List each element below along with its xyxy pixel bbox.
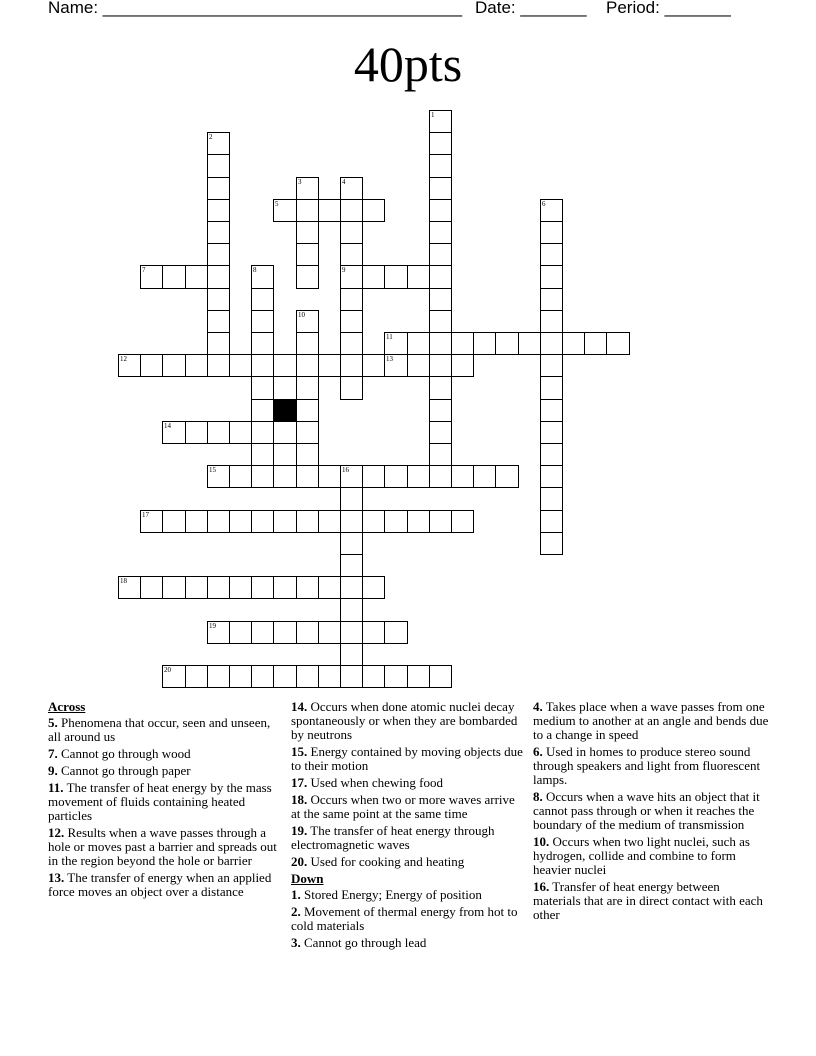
crossword-cell[interactable] [273, 354, 297, 377]
crossword-cell[interactable] [296, 199, 319, 222]
crossword-cell[interactable] [162, 576, 186, 599]
crossword-cell[interactable] [251, 421, 274, 444]
crossword-cell[interactable] [340, 310, 363, 333]
clue-across-11: 11. The transfer of heat energy by the mass movement of fluids containing heated particles [48, 780, 272, 823]
clue-column-1 [48, 700, 284, 902]
clue-number-17: 17 [142, 511, 149, 519]
crossword-cell[interactable] [429, 310, 452, 333]
crossword-cell[interactable] [207, 243, 230, 266]
crossword-cell[interactable] [318, 665, 341, 688]
crossword-cell[interactable] [296, 243, 319, 266]
clue-across-12: 12. Results when a wave passes through a hole or moves past a barrier and spreads out in the region beyond the hole or barrier [48, 825, 277, 868]
clue-number-19: 19 [209, 622, 216, 630]
crossword-cell[interactable] [251, 665, 274, 688]
clue-column-2 [291, 700, 527, 953]
crossword-cell[interactable] [251, 288, 274, 311]
crossword-cell[interactable] [185, 510, 208, 533]
crossword-cell[interactable] [429, 399, 452, 422]
crossword-cell[interactable] [540, 532, 563, 555]
crossword-cell[interactable] [296, 221, 319, 244]
crossword-cell[interactable] [340, 576, 363, 599]
crossword-cell[interactable] [296, 510, 319, 533]
crossword-cell[interactable] [118, 354, 141, 377]
clue-across-7: 7. Cannot go through wood [48, 746, 191, 761]
crossword-cell[interactable] [229, 465, 252, 488]
crossword-cell[interactable] [251, 465, 274, 488]
page-title: 40pts [353, 36, 463, 92]
crossword-cell[interactable] [340, 643, 363, 666]
crossword-cell[interactable] [207, 221, 230, 244]
crossword-cell[interactable] [140, 265, 163, 289]
crossword-cell[interactable] [384, 265, 408, 289]
crossword-cell[interactable] [407, 665, 430, 688]
crossword-cell[interactable] [296, 177, 319, 200]
crossword-cell[interactable] [540, 310, 563, 333]
clue-down-8: 8. Occurs when a wave hits an object that it cannot pass through or when it reaches the boundary of the medium of transmission [533, 789, 760, 832]
crossword-cell[interactable] [296, 621, 319, 644]
crossword-cell[interactable] [540, 510, 563, 533]
crossword-cell[interactable] [429, 265, 452, 289]
crossword-cell[interactable] [340, 554, 363, 577]
crossword-cell[interactable] [340, 598, 363, 622]
crossword-cell[interactable] [340, 265, 363, 289]
crossword-cell[interactable] [185, 265, 208, 289]
crossword-cell[interactable] [251, 265, 274, 289]
crossword-cell[interactable] [451, 332, 474, 355]
name-label: Name: ______________________________________ [48, 0, 463, 17]
crossword-cell[interactable] [451, 510, 474, 533]
crossword-cell[interactable] [207, 177, 230, 200]
crossword-cell[interactable] [207, 465, 230, 488]
crossword-cell[interactable] [273, 665, 297, 688]
crossword-cell[interactable] [362, 665, 385, 688]
crossword-cell[interactable] [340, 243, 363, 266]
crossword-cell[interactable] [407, 354, 430, 377]
clue-across-20: 20. Used for cooking and heating [291, 854, 465, 869]
crossword-cell[interactable] [429, 199, 452, 222]
crossword-cell[interactable] [429, 177, 452, 200]
crossword-cell[interactable] [162, 354, 186, 377]
crossword-cell[interactable] [207, 621, 230, 644]
clue-number-5: 5 [275, 200, 279, 208]
crossword-cell[interactable] [429, 288, 452, 311]
crossword-cell[interactable] [429, 465, 452, 488]
crossword-cell[interactable] [407, 332, 430, 355]
crossword-cell[interactable] [251, 354, 274, 377]
crossword-cell[interactable] [273, 621, 297, 644]
crossword-cell[interactable] [362, 621, 385, 644]
crossword-cell[interactable] [384, 465, 408, 488]
crossword-cell[interactable] [429, 110, 452, 133]
crossword-cell[interactable] [296, 265, 319, 289]
crossword-cell[interactable] [296, 576, 319, 599]
crossword-cell[interactable] [229, 354, 252, 377]
crossword-cell[interactable] [207, 288, 230, 311]
crossword-cell[interactable] [118, 576, 141, 599]
clue-number-14: 14 [164, 422, 171, 430]
crossword-cell[interactable] [429, 443, 452, 466]
clue-number-8: 8 [253, 266, 257, 274]
crossword-cell[interactable] [162, 665, 186, 688]
crossword-cell[interactable] [273, 576, 297, 599]
crossword-cell[interactable] [540, 487, 563, 511]
crossword-cell[interactable] [207, 510, 230, 533]
crossword-cell[interactable] [318, 576, 341, 599]
clue-number-11: 11 [386, 333, 393, 341]
clue-down-3: 3. Cannot go through lead [291, 935, 427, 950]
clue-down-2: 2. Movement of thermal energy from hot to cold materials [291, 904, 518, 933]
crossword-cell[interactable] [384, 621, 408, 644]
crossword-cell[interactable] [384, 332, 408, 355]
crossword-cell[interactable] [429, 421, 452, 444]
crossword-cell[interactable] [296, 376, 319, 400]
crossword-cell[interactable] [229, 621, 252, 644]
crossword-cell[interactable] [340, 510, 363, 533]
crossword-cell[interactable] [540, 221, 563, 244]
crossword-cell[interactable] [185, 665, 208, 688]
crossword-cell[interactable] [318, 621, 341, 644]
crossword-cell[interactable] [296, 465, 319, 488]
clue-number-10: 10 [298, 311, 305, 319]
clue-down-1: 1. Stored Energy; Energy of position [291, 887, 482, 902]
crossword-cell[interactable] [606, 332, 630, 355]
crossword-cell[interactable] [340, 332, 363, 355]
crossword-cell[interactable] [318, 465, 341, 488]
clue-number-20: 20 [164, 666, 171, 674]
crossword-cell[interactable] [473, 465, 496, 488]
down-heading: Down [291, 871, 324, 886]
crossword-black-cell [273, 399, 297, 422]
crossword-cell[interactable] [162, 421, 186, 444]
crossword-cell[interactable] [540, 443, 563, 466]
clue-across-13: 13. The transfer of energy when an applied force moves an object over a distance [48, 870, 272, 899]
crossword-cell[interactable] [362, 510, 385, 533]
crossword-cell[interactable] [251, 443, 274, 466]
crossword-cell[interactable] [429, 132, 452, 155]
crossword-cell[interactable] [362, 265, 385, 289]
clue-number-2: 2 [209, 133, 213, 141]
crossword-cell[interactable] [185, 354, 208, 377]
crossword-cell[interactable] [207, 154, 230, 178]
crossword-cell[interactable] [162, 510, 186, 533]
crossword-cell[interactable] [362, 354, 385, 377]
crossword-cell[interactable] [273, 421, 297, 444]
crossword-cell[interactable] [407, 265, 430, 289]
crossword-cell[interactable] [495, 332, 519, 355]
clue-down-6: 6. Used in homes to produce stereo sound through speakers and light from fluorescent lamps. [533, 744, 761, 787]
crossword-cell[interactable] [540, 243, 563, 266]
crossword-cell[interactable] [296, 332, 319, 355]
crossword-cell[interactable] [340, 532, 363, 555]
crossword-cell[interactable] [251, 621, 274, 644]
date-label: Date: _______ [475, 0, 587, 17]
crossword-cell[interactable] [140, 576, 163, 599]
clue-column-3 [533, 700, 769, 925]
crossword-cell[interactable] [273, 199, 297, 222]
clue-number-13: 13 [386, 355, 393, 363]
clue-down-10: 10. Occurs when two light nuclei, such as hydrogen, collide and combine to form heavier nuclei [533, 834, 750, 877]
crossword-cell[interactable] [518, 332, 541, 355]
crossword-cell[interactable] [140, 510, 163, 533]
crossword-cell[interactable] [340, 621, 363, 644]
crossword-cell[interactable] [584, 332, 607, 355]
crossword-cell[interactable] [318, 354, 341, 377]
clue-number-3: 3 [298, 178, 302, 186]
crossword-cell[interactable] [384, 510, 408, 533]
crossword-cell[interactable] [318, 510, 341, 533]
crossword-cell[interactable] [495, 465, 519, 488]
crossword-cell[interactable] [273, 465, 297, 488]
crossword-cell[interactable] [540, 465, 563, 488]
crossword-cell[interactable] [229, 576, 252, 599]
crossword-cell[interactable] [296, 443, 319, 466]
clue-across-18: 18. Occurs when two or more waves arrive at the same point at the same time [291, 792, 515, 821]
crossword-cell[interactable] [318, 199, 341, 222]
clue-down-16: 16. Transfer of heat energy between materials that are in direct contact with each other [533, 879, 763, 922]
clue-number-12: 12 [120, 355, 127, 363]
crossword-cell[interactable] [429, 665, 452, 688]
crossword-cell[interactable] [185, 576, 208, 599]
crossword-cell[interactable] [207, 332, 230, 355]
clue-across-9: 9. Cannot go through paper [48, 763, 191, 778]
crossword-cell[interactable] [296, 354, 319, 377]
crossword-cell[interactable] [429, 376, 452, 400]
clue-down-4: 4. Takes place when a wave passes from one medium to another at an angle and bends due to a change in speed [533, 699, 769, 742]
crossword-cell[interactable] [429, 243, 452, 266]
crossword-cell[interactable] [207, 199, 230, 222]
crossword-cell[interactable] [340, 221, 363, 244]
clue-number-15: 15 [209, 466, 216, 474]
crossword-cell[interactable] [340, 354, 363, 377]
crossword-cell[interactable] [451, 354, 474, 377]
crossword-cell[interactable] [540, 199, 563, 222]
crossword-cell[interactable] [296, 665, 319, 688]
crossword-cell[interactable] [340, 288, 363, 311]
crossword-cell[interactable] [207, 265, 230, 289]
crossword-cell[interactable] [251, 310, 274, 333]
crossword-cell[interactable] [251, 576, 274, 599]
crossword-cell[interactable] [207, 310, 230, 333]
clue-number-18: 18 [120, 577, 127, 585]
crossword-cell[interactable] [540, 265, 563, 289]
crossword-cell[interactable] [362, 465, 385, 488]
crossword-cell[interactable] [273, 510, 297, 533]
clue-number-4: 4 [342, 178, 346, 186]
crossword-cell[interactable] [162, 265, 186, 289]
crossword-cell[interactable] [362, 199, 385, 222]
crossword-cell[interactable] [251, 376, 274, 400]
crossword-cell[interactable] [207, 421, 230, 444]
crossword-cell[interactable] [540, 332, 563, 355]
crossword-cell[interactable] [185, 421, 208, 444]
crossword-cell[interactable] [296, 399, 319, 422]
across-heading: Across [48, 699, 86, 714]
crossword-cell[interactable] [296, 310, 319, 333]
clue-number-7: 7 [142, 266, 146, 274]
clue-number-1: 1 [431, 111, 435, 119]
crossword-cell[interactable] [229, 665, 252, 688]
period-label: Period: _______ [606, 0, 731, 17]
crossword-cell[interactable] [340, 376, 363, 400]
crossword-cell[interactable] [429, 354, 452, 377]
crossword-cell[interactable] [384, 665, 408, 688]
clue-number-16: 16 [342, 466, 349, 474]
crossword-cell[interactable] [340, 465, 363, 488]
crossword-cell[interactable] [340, 199, 363, 222]
crossword-cell[interactable] [340, 487, 363, 511]
crossword-cell[interactable] [562, 332, 585, 355]
crossword-cell[interactable] [362, 576, 385, 599]
crossword-cell[interactable] [296, 421, 319, 444]
crossword-cell[interactable] [429, 332, 452, 355]
crossword-cell[interactable] [540, 376, 563, 400]
clue-number-6: 6 [542, 200, 546, 208]
clue-across-15: 15. Energy contained by moving objects due to their motion [291, 744, 523, 773]
crossword-cell[interactable] [429, 221, 452, 244]
crossword-cell[interactable] [451, 465, 474, 488]
crossword-cell[interactable] [407, 465, 430, 488]
crossword-cell[interactable] [207, 665, 230, 688]
crossword-cell[interactable] [229, 421, 252, 444]
crossword-cell[interactable] [207, 576, 230, 599]
crossword-cell[interactable] [207, 354, 230, 377]
crossword-cell[interactable] [540, 288, 563, 311]
crossword-cell[interactable] [540, 421, 563, 444]
crossword-cell[interactable] [207, 132, 230, 155]
clue-across-19: 19. The transfer of heat energy through electromagnetic waves [291, 823, 495, 852]
crossword-cell[interactable] [251, 399, 274, 422]
crossword-cell[interactable] [540, 354, 563, 377]
crossword-cell[interactable] [251, 510, 274, 533]
crossword-cell[interactable] [540, 399, 563, 422]
crossword-cell[interactable] [429, 154, 452, 178]
clue-across-17: 17. Used when chewing food [291, 775, 443, 790]
clue-across-14: 14. Occurs when done atomic nuclei decay spontaneously or when they are bombarded by neutrons [291, 699, 518, 742]
crossword-cell[interactable] [140, 354, 163, 377]
crossword-cell[interactable] [340, 177, 363, 200]
crossword-cell[interactable] [340, 665, 363, 688]
crossword-cell[interactable] [229, 510, 252, 533]
clue-across-5: 5. Phenomena that occur, seen and unseen, all around us [48, 715, 271, 744]
crossword-cell[interactable] [429, 510, 452, 533]
crossword-cell[interactable] [384, 354, 408, 377]
clue-number-9: 9 [342, 266, 346, 274]
crossword-cell[interactable] [251, 332, 274, 355]
crossword-cell[interactable] [407, 510, 430, 533]
crossword-cell[interactable] [473, 332, 496, 355]
